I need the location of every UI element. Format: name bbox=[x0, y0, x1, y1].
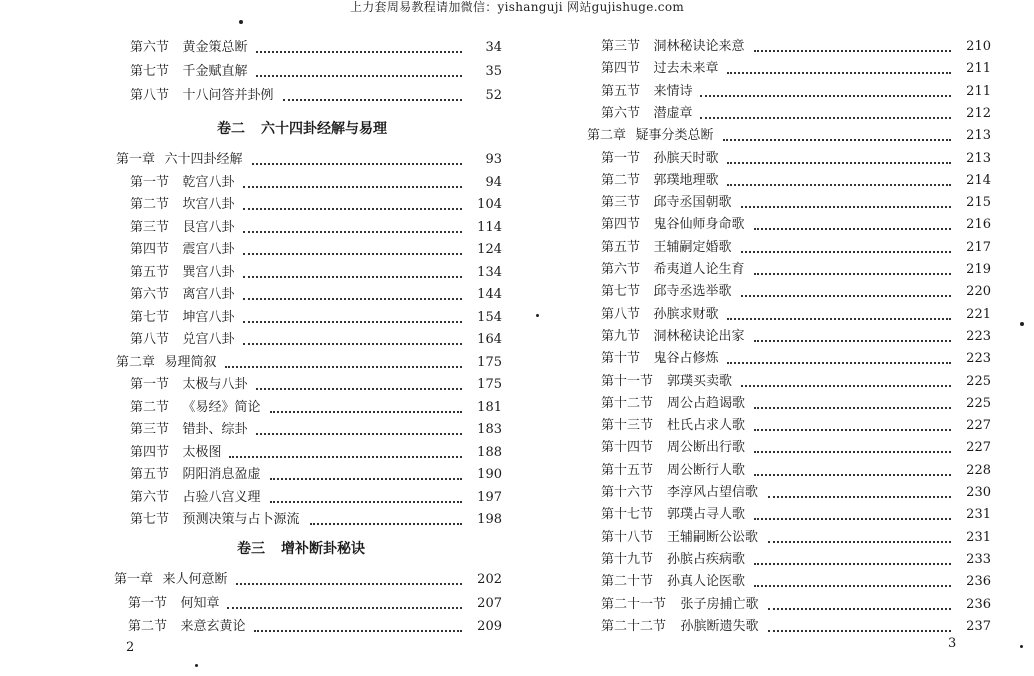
toc-page-number: 114 bbox=[477, 219, 502, 235]
toc-section-row bbox=[517, 82, 1034, 102]
left-page-number: 2 bbox=[126, 640, 135, 655]
toc-entry-title: 王辅嗣定婚歌 bbox=[653, 239, 732, 255]
toc-entry-title: 周公占趋谒歌 bbox=[667, 395, 746, 411]
toc-section-row bbox=[0, 488, 517, 508]
toc-section-row bbox=[517, 349, 1034, 369]
toc-page-number: 237 bbox=[966, 618, 991, 634]
toc-entry-title: 孙真人论医歌 bbox=[667, 574, 746, 590]
toc-section-row bbox=[0, 38, 517, 58]
toc-page-number: 214 bbox=[966, 172, 991, 188]
dot-leader bbox=[236, 583, 462, 585]
toc-entry-title: 巽宫八卦 bbox=[182, 264, 235, 280]
toc-section-row bbox=[517, 416, 1034, 436]
toc-entry-label: 第十节 bbox=[601, 351, 641, 367]
toc-section-row bbox=[517, 528, 1034, 548]
toc-entry-title: 孙膑天时歌 bbox=[653, 150, 719, 166]
toc-entry-title: 郭璞占寻人歌 bbox=[667, 507, 746, 523]
toc-chapter-row bbox=[0, 353, 517, 373]
dot-leader bbox=[727, 72, 951, 74]
toc-entry-label: 第十一节 bbox=[601, 373, 654, 389]
toc-entry-label: 第二十一节 bbox=[601, 596, 667, 612]
toc-section-row bbox=[517, 595, 1034, 615]
toc-section-row bbox=[517, 438, 1034, 458]
toc-section-row bbox=[0, 443, 517, 463]
toc-entry-title: 郭璞买卖歌 bbox=[667, 373, 733, 389]
toc-section-row bbox=[0, 465, 517, 485]
dot-leader bbox=[768, 541, 952, 543]
toc-section-row bbox=[517, 59, 1034, 79]
toc-entry-label: 第二节 bbox=[128, 619, 168, 634]
toc-section-row bbox=[517, 327, 1034, 347]
toc-section-row bbox=[0, 510, 517, 530]
volume-2-label: 卷二 bbox=[217, 121, 245, 137]
toc-entry-title: 艮宫八卦 bbox=[182, 219, 235, 235]
toc-section-row bbox=[517, 37, 1034, 57]
toc-page-number: 175 bbox=[477, 377, 502, 392]
toc-entry-label: 第四节 bbox=[601, 217, 641, 233]
toc-entry-title: 易理简叙 bbox=[164, 354, 217, 370]
toc-page-number: 227 bbox=[966, 440, 991, 456]
toc-page-number: 221 bbox=[966, 306, 991, 322]
toc-page-number: 175 bbox=[477, 354, 502, 370]
dot-leader bbox=[283, 99, 462, 101]
toc-entry-label: 第五节 bbox=[601, 239, 641, 255]
dot-leader bbox=[243, 298, 463, 300]
toc-entry-label: 第四节 bbox=[601, 61, 641, 77]
toc-page-number: 202 bbox=[477, 572, 502, 587]
watermark-banner: 上力套周易教程请加微信：yishanguji 网站gujishuge.com bbox=[349, 0, 685, 14]
dot-leader bbox=[243, 253, 463, 255]
volume-3-heading bbox=[237, 538, 365, 558]
toc-section-row bbox=[517, 193, 1034, 213]
toc-section-row bbox=[517, 149, 1034, 169]
dot-leader bbox=[310, 523, 462, 525]
toc-entry-label: 第五节 bbox=[601, 83, 641, 99]
toc-entry-title: 鬼谷仙师身命歌 bbox=[653, 217, 745, 233]
toc-page-number: 164 bbox=[477, 332, 502, 347]
toc-entry-label: 第十二节 bbox=[601, 395, 654, 411]
dot-leader bbox=[754, 429, 951, 431]
toc-page-number: 217 bbox=[966, 239, 991, 255]
dot-leader bbox=[754, 50, 951, 52]
toc-entry-title: 来情诗 bbox=[653, 83, 693, 99]
toc-section-row bbox=[517, 617, 1034, 637]
toc-entry-label: 第一章 bbox=[114, 572, 154, 587]
toc-section-row bbox=[0, 375, 517, 395]
toc-page-number: 190 bbox=[477, 467, 502, 482]
toc-section-row bbox=[0, 263, 517, 283]
toc-entry-label: 第一节 bbox=[130, 377, 170, 392]
toc-entry-title: 何知章 bbox=[180, 595, 220, 611]
dot-leader bbox=[700, 95, 951, 97]
volume-2-heading bbox=[217, 118, 387, 138]
toc-entry-label: 第十八节 bbox=[601, 529, 654, 545]
toc-page-number: 188 bbox=[477, 444, 502, 460]
dot-leader bbox=[741, 295, 952, 297]
toc-entry-title: 孙膑断遗失歌 bbox=[680, 618, 759, 634]
toc-section-row bbox=[517, 260, 1034, 280]
toc-entry-label: 第十七节 bbox=[601, 507, 654, 523]
toc-entry-label: 第一节 bbox=[128, 595, 168, 611]
toc-section-row bbox=[0, 420, 517, 440]
toc-page-number: 212 bbox=[966, 105, 991, 121]
toc-entry-title: 黄金策总断 bbox=[182, 40, 248, 55]
toc-entry-label: 第五节 bbox=[130, 467, 170, 482]
toc-section-row bbox=[517, 372, 1034, 392]
dot-leader bbox=[768, 496, 952, 498]
dot-leader bbox=[727, 362, 951, 364]
toc-chapter-row bbox=[517, 126, 1034, 146]
scan-speck bbox=[239, 20, 243, 24]
toc-page-number: 230 bbox=[966, 485, 991, 500]
dot-leader bbox=[256, 51, 462, 53]
toc-section-row bbox=[0, 240, 517, 260]
toc-entry-label: 第六节 bbox=[601, 262, 641, 277]
toc-page-number: 93 bbox=[485, 152, 502, 167]
dot-leader bbox=[243, 208, 463, 210]
toc-entry-title: 坤宫八卦 bbox=[182, 309, 235, 325]
toc-entry-label: 第一章 bbox=[116, 152, 156, 167]
toc-entry-label: 第六节 bbox=[130, 40, 170, 55]
toc-page-number: 104 bbox=[477, 197, 502, 212]
right-page-toc bbox=[517, 0, 1034, 676]
toc-entry-label: 第二节 bbox=[130, 399, 170, 415]
toc-page-number: 233 bbox=[966, 551, 991, 567]
toc-page-number: 225 bbox=[966, 395, 991, 411]
toc-entry-label: 第二十节 bbox=[601, 574, 654, 590]
dot-leader bbox=[754, 407, 951, 409]
toc-page-number: 216 bbox=[966, 217, 991, 233]
toc-entry-label: 第四节 bbox=[130, 444, 170, 460]
dot-leader bbox=[754, 451, 951, 453]
toc-entry-title: 王辅嗣断公讼歌 bbox=[667, 529, 759, 545]
toc-page-number: 198 bbox=[477, 512, 502, 527]
dot-leader bbox=[225, 366, 463, 368]
toc-section-row bbox=[517, 104, 1034, 124]
toc-entry-title: 来人何意断 bbox=[162, 572, 228, 587]
dot-leader bbox=[741, 385, 952, 387]
toc-entry-label: 第七节 bbox=[130, 309, 170, 325]
dot-leader bbox=[754, 228, 951, 230]
toc-entry-title: 太极图 bbox=[182, 444, 222, 460]
toc-page-number: 223 bbox=[966, 328, 991, 344]
toc-entry-title: 兑宫八卦 bbox=[182, 332, 235, 347]
dot-leader bbox=[727, 318, 951, 320]
toc-section-row bbox=[0, 398, 517, 418]
volume-2-title: 六十四卦经解与易理 bbox=[261, 121, 387, 137]
dot-leader bbox=[270, 478, 463, 480]
toc-entry-label: 第十五节 bbox=[601, 462, 654, 478]
volume-3-title: 增补断卦秘诀 bbox=[281, 541, 365, 557]
toc-entry-label: 第六节 bbox=[601, 105, 641, 121]
dot-leader bbox=[700, 117, 951, 119]
dot-leader bbox=[243, 321, 463, 323]
toc-section-row bbox=[517, 461, 1034, 481]
dot-leader bbox=[243, 276, 463, 278]
toc-entry-label: 第八节 bbox=[130, 88, 170, 103]
toc-entry-label: 第二十二节 bbox=[601, 618, 667, 634]
toc-entry-title: 坎宫八卦 bbox=[182, 197, 235, 212]
toc-entry-label: 第十六节 bbox=[601, 485, 654, 500]
toc-entry-label: 第十三节 bbox=[601, 418, 654, 434]
toc-page-number: 134 bbox=[477, 264, 502, 280]
toc-section-row bbox=[517, 282, 1034, 302]
toc-entry-label: 第二章 bbox=[587, 128, 627, 144]
toc-page-number: 231 bbox=[966, 507, 991, 523]
toc-entry-label: 第二节 bbox=[130, 197, 170, 212]
toc-entry-title: 《易经》简论 bbox=[182, 399, 261, 415]
toc-page-number: 94 bbox=[485, 174, 502, 190]
toc-page-number: 213 bbox=[966, 150, 991, 166]
toc-entry-label: 第一节 bbox=[130, 174, 170, 190]
toc-entry-label: 第三节 bbox=[130, 422, 170, 437]
toc-entry-title: 周公断行人歌 bbox=[667, 462, 746, 478]
toc-page-number: 207 bbox=[477, 595, 502, 611]
toc-page-number: 209 bbox=[477, 619, 502, 634]
toc-entry-title: 洞林秘诀论来意 bbox=[653, 39, 745, 54]
dot-leader bbox=[768, 608, 952, 610]
toc-entry-title: 邱寺丞国朝歌 bbox=[653, 195, 732, 211]
toc-entry-title: 周公断出行歌 bbox=[667, 440, 746, 456]
dot-leader bbox=[243, 231, 463, 233]
toc-section-row bbox=[517, 171, 1034, 191]
toc-section-row bbox=[0, 62, 517, 82]
dot-leader bbox=[741, 206, 952, 208]
toc-entry-title: 邱寺丞选举歌 bbox=[653, 284, 732, 300]
toc-section-row bbox=[517, 505, 1034, 525]
toc-entry-title: 离宫八卦 bbox=[182, 287, 235, 302]
dot-leader bbox=[270, 501, 463, 503]
toc-entry-label: 第五节 bbox=[130, 264, 170, 280]
dot-leader bbox=[741, 251, 952, 253]
dot-leader bbox=[229, 456, 462, 458]
toc-page-number: 228 bbox=[966, 462, 991, 478]
dot-leader bbox=[254, 630, 462, 632]
toc-entry-label: 第二章 bbox=[116, 354, 156, 370]
toc-section-row bbox=[0, 617, 517, 637]
toc-section-row bbox=[517, 572, 1034, 592]
dot-leader bbox=[723, 139, 952, 141]
toc-entry-label: 第十四节 bbox=[601, 440, 654, 456]
toc-section-row bbox=[0, 594, 517, 614]
toc-section-row bbox=[517, 483, 1034, 503]
dot-leader bbox=[256, 75, 462, 77]
dot-leader bbox=[727, 184, 951, 186]
dot-leader bbox=[256, 388, 462, 390]
toc-section-row bbox=[517, 215, 1034, 235]
toc-entry-label: 第十九节 bbox=[601, 551, 654, 567]
toc-page-number: 219 bbox=[966, 262, 991, 277]
toc-page-number: 223 bbox=[966, 351, 991, 367]
dot-leader bbox=[754, 518, 951, 520]
toc-entry-title: 占验八宫义理 bbox=[182, 489, 261, 505]
scan-speck bbox=[1020, 645, 1023, 648]
toc-page-number: 124 bbox=[477, 242, 502, 257]
toc-entry-label: 第九节 bbox=[601, 328, 641, 344]
dot-leader bbox=[727, 162, 951, 164]
toc-entry-title: 疑事分类总断 bbox=[635, 128, 714, 144]
toc-entry-label: 第六节 bbox=[130, 287, 170, 302]
toc-entry-title: 潜虚章 bbox=[653, 105, 693, 121]
toc-entry-title: 李淳风占望信歌 bbox=[667, 485, 759, 500]
toc-page-number: 210 bbox=[966, 39, 991, 54]
toc-entry-title: 乾宫八卦 bbox=[182, 174, 235, 190]
dot-leader bbox=[754, 340, 951, 342]
dot-leader bbox=[754, 474, 951, 476]
toc-entry-title: 十八问答并卦例 bbox=[182, 88, 274, 103]
scan-speck bbox=[536, 314, 539, 317]
toc-entry-title: 千金赋直解 bbox=[182, 64, 248, 79]
toc-section-row bbox=[0, 308, 517, 328]
toc-page-number: 154 bbox=[477, 309, 502, 325]
dot-leader bbox=[754, 563, 951, 565]
toc-page-number: 211 bbox=[966, 61, 991, 77]
toc-entry-title: 张子房捕亡歌 bbox=[680, 596, 759, 612]
toc-entry-label: 第八节 bbox=[130, 332, 170, 347]
toc-entry-label: 第二节 bbox=[601, 172, 641, 188]
toc-page-number: 236 bbox=[966, 596, 991, 612]
toc-page-number: 227 bbox=[966, 418, 991, 434]
toc-page-number: 34 bbox=[485, 40, 502, 55]
toc-entry-label: 第四节 bbox=[130, 242, 170, 257]
toc-entry-label: 第七节 bbox=[601, 284, 641, 300]
toc-page-number: 197 bbox=[477, 489, 502, 505]
toc-entry-title: 孙膑占疾病歌 bbox=[667, 551, 746, 567]
toc-entry-title: 过去未来章 bbox=[653, 61, 719, 77]
toc-entry-title: 郭璞地理歌 bbox=[653, 172, 719, 188]
dot-leader bbox=[243, 343, 463, 345]
toc-page-number: 225 bbox=[966, 373, 991, 389]
toc-entry-title: 震宫八卦 bbox=[182, 242, 235, 257]
toc-chapter-row bbox=[0, 570, 517, 590]
toc-section-row bbox=[0, 285, 517, 305]
toc-entry-title: 鬼谷占修炼 bbox=[653, 351, 719, 367]
dot-leader bbox=[252, 163, 463, 165]
toc-section-row bbox=[0, 218, 517, 238]
toc-entry-label: 第三节 bbox=[601, 195, 641, 211]
toc-page-number: 215 bbox=[966, 195, 991, 211]
toc-entry-title: 太极与八卦 bbox=[182, 377, 248, 392]
toc-entry-label: 第七节 bbox=[130, 512, 170, 527]
toc-page-number: 220 bbox=[966, 284, 991, 300]
toc-entry-title: 来意玄黄论 bbox=[180, 619, 246, 634]
dot-leader bbox=[256, 433, 462, 435]
toc-section-row bbox=[517, 238, 1034, 258]
toc-entry-title: 洞林秘诀论出家 bbox=[653, 328, 745, 344]
toc-page-number: 35 bbox=[485, 64, 502, 79]
scan-speck bbox=[195, 664, 198, 667]
toc-page-number: 183 bbox=[477, 422, 502, 437]
toc-section-row bbox=[0, 330, 517, 350]
toc-entry-label: 第六节 bbox=[130, 489, 170, 505]
toc-section-row bbox=[517, 394, 1034, 414]
toc-chapter-row bbox=[0, 150, 517, 170]
toc-entry-label: 第三节 bbox=[601, 39, 641, 54]
toc-page-number: 211 bbox=[966, 83, 991, 99]
toc-entry-title: 六十四卦经解 bbox=[164, 152, 243, 167]
toc-page-number: 52 bbox=[485, 88, 502, 103]
toc-entry-label: 第八节 bbox=[601, 306, 641, 322]
dot-leader bbox=[754, 273, 951, 275]
dot-leader bbox=[768, 630, 952, 632]
toc-entry-title: 孙膑求财歌 bbox=[653, 306, 719, 322]
dot-leader bbox=[754, 585, 951, 587]
toc-page-number: 236 bbox=[966, 574, 991, 590]
dot-leader bbox=[243, 186, 463, 188]
toc-entry-title: 希夷道人论生育 bbox=[653, 262, 745, 277]
toc-section-row bbox=[517, 305, 1034, 325]
toc-page-number: 213 bbox=[966, 128, 991, 144]
toc-entry-label: 第三节 bbox=[130, 219, 170, 235]
volume-3-label: 卷三 bbox=[237, 541, 265, 557]
toc-entry-title: 杜氏占求人歌 bbox=[667, 418, 746, 434]
toc-entry-title: 错卦、综卦 bbox=[182, 422, 248, 437]
toc-section-row bbox=[0, 86, 517, 106]
toc-page-number: 231 bbox=[966, 529, 991, 545]
toc-section-row bbox=[0, 173, 517, 193]
toc-page-number: 181 bbox=[477, 399, 502, 415]
toc-section-row bbox=[0, 195, 517, 215]
toc-page-number: 144 bbox=[477, 287, 502, 302]
toc-entry-label: 第七节 bbox=[130, 64, 170, 79]
dot-leader bbox=[270, 411, 463, 413]
toc-entry-label: 第一节 bbox=[601, 150, 641, 166]
right-page-number: 3 bbox=[948, 636, 957, 651]
scan-speck bbox=[1020, 322, 1024, 326]
toc-entry-title: 阴阳消息盈虚 bbox=[182, 467, 261, 482]
dot-leader bbox=[227, 607, 462, 609]
toc-entry-title: 预测决策与占卜源流 bbox=[182, 512, 300, 527]
toc-section-row bbox=[517, 550, 1034, 570]
